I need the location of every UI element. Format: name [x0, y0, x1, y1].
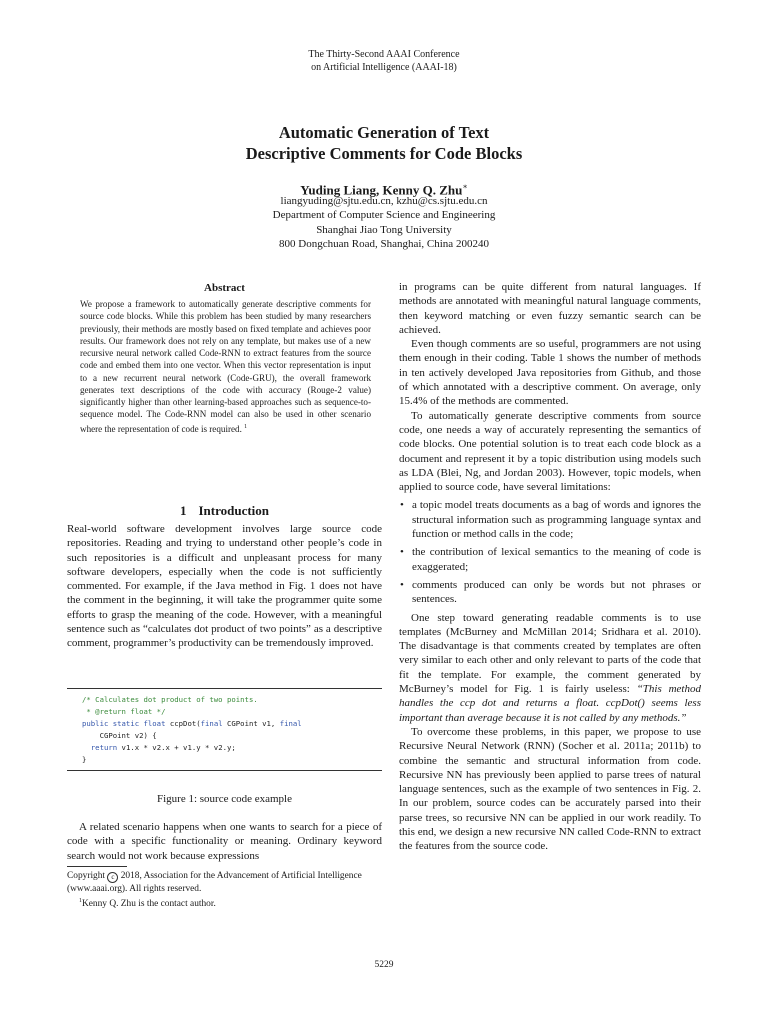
section-number: 1 [179, 503, 187, 518]
footnote-rule [67, 866, 127, 867]
figure-caption: Figure 1: source code example [156, 793, 292, 805]
abstract-text: We propose a framework to automatically generate descriptive comments for source code blocks. While this problem has been studied by many researchers previously, their methods are mostly based on fixed template and achieves poor results. Our framework does not rely on any template, but makes use of a new recursive neural network called Code-RNN to extract features from the source code and embed them into one vector. When this vector representation is input to a new recurrent neural network (Code-GRU), the overall framework generates text descriptions of the code with accuracy (Rouge-2 value) significantly higher than other learning-based approaches such as sequence-to-sequence model. The Code-RNN model can also be used in other scenario where the representation of code is required. [80, 299, 371, 434]
list-item [399, 498, 701, 541]
copyright-text: 2018, Association for the Advancement of Artificial Intelligence (www.aaai.org). All rights reserved. [67, 871, 362, 894]
footnote-1-mark: 1 [79, 898, 82, 905]
title-line-1: Automatic Generation of Text [278, 123, 490, 142]
related-scenario-block [67, 820, 382, 863]
code-line-2: * @return float */ [82, 707, 166, 716]
right-paragraph-5: To overcome these problems, in this paper, we propose to use Recursive Neural Network (RNN) (Socher et al. 2011a; 2011b) to combine the semantic and structural information from code. Recursive NN has previously been applied to parse trees of natural language sentences, such as the example of two sentences in Fig. 2. In our problem, source codes can be accurately parsed into their parse trees, so recursive NN can be applied in our work readily. To this end, we design a new recursive NN called Code-RNN to extract the features from the source code. [399, 725, 701, 853]
conference-header [0, 48, 768, 74]
intro-paragraph-block [67, 522, 382, 651]
copyright-notice [67, 870, 382, 895]
code-line-5 [67, 742, 382, 754]
conference-line-2: on Artificial Intelligence (AAAI-18) [311, 62, 457, 73]
right-paragraph-2: Even though comments are so useful, programmers are not using them enough in their coding. Table 1 shows the number of methods in ten actively developed Java repositories from Github, and those of which annotated with a descriptive comment. On average, only 15.4% of the methods are commented. [399, 338, 701, 408]
contact-author-marker: ∗ [462, 182, 468, 191]
section-heading-introduction [67, 503, 382, 519]
code-listing [67, 688, 382, 771]
code-keyword: public static float [82, 719, 166, 728]
university: Shanghai Jiao Tong University [316, 223, 452, 236]
page-number: 5229 [374, 960, 394, 970]
affiliation [0, 194, 768, 251]
author-names-text: Yuding Liang, Kenny Q. Zhu [300, 182, 463, 198]
department: Department of Computer Science and Engineering [272, 209, 496, 222]
code-line-6: } [82, 755, 87, 764]
template-quote: “This method handles the ccp dot and returns a float. ccpDot() seems less important than average because it is not called by any methods.” [399, 683, 701, 724]
bullet-icon: • [400, 546, 404, 559]
template-text: One step toward generating readable comments is to use templates (McBurney and McMillan 2014; Sridhara et al. 2010). The disadvantage is that comments created by templates are often very similar to each other and only relevant to parts of the code that fit the template. For example, the comment generated by McBurney’s model for Fig. 1 is fairly useless: [399, 611, 701, 696]
conference-line-1: The Thirty-Second AAAI Conference [308, 49, 460, 60]
copyright-label: Copyright [67, 871, 106, 881]
limitations-list [399, 498, 701, 606]
bullet-icon: • [400, 578, 404, 591]
right-column [399, 280, 701, 854]
copyright-icon: c [107, 872, 118, 883]
code-text: CGPoint v1, [222, 719, 280, 728]
intro-paragraph-1: Real-world software development involves large source code repositories. Reading and trying to understand other people’s code in such repositories is a difficult and unpleasant process for many software developers, especially when the code is not sufficiently commented. For example, if the Java method in Fig. 1 does not have the comment in the beginning, it will take the programmer quite some efforts to grasp the meaning of the code. However, with a meaningful sentence such as “calculates dot product of two points” as a descriptive comment, programmer’s productivity can be tremendously improved. [67, 523, 382, 650]
footnotes [67, 870, 382, 911]
right-paragraph-1: in programs can be quite different from natural languages. If methods are annotated with meaningful natural language comments, then keyword matching or even fuzzy semantic search can be achieved. [399, 281, 701, 336]
list-item-text: comments produced can only be words but not phrases or sentences. [412, 578, 701, 606]
code-text: v1.x * v2.x + v1.y * v2.y; [117, 743, 236, 752]
paper-title [0, 122, 768, 164]
list-item-text: the contribution of lexical semantics to the meaning of code is exaggerated; [412, 546, 701, 573]
title-line-2: Descriptive Comments for Code Blocks [245, 144, 523, 163]
address: 800 Dongchuan Road, Shanghai, China 200240 [279, 237, 489, 250]
list-item-text: a topic model treats documents as a bag of words and ignores the structural information such as programming language syntax and function or method calls in the code; [412, 499, 701, 541]
code-line-1: /* Calculates dot product of two points. [82, 695, 258, 704]
code-text: ccpDot( [165, 719, 201, 728]
code-keyword: final [279, 719, 302, 728]
section-title: Introduction [198, 503, 270, 518]
footnote-1 [67, 895, 382, 910]
bullet-icon: • [400, 499, 404, 512]
abstract-body [80, 298, 371, 435]
abstract-heading: Abstract [204, 282, 245, 294]
related-scenario-paragraph: A related scenario happens when one wants to search for a piece of code with a specific functionality or meaning. Ordinary keyword search would not work because expressions [67, 821, 382, 862]
right-paragraph-3: To automatically generate descriptive comments from source code, one needs a way of accurately representing the semantics of code blocks. One potential solution is to treat each code block as a document and represent it by a topic distribution using models such as LDA (Blei, Ng, and Jordan 2003). However, topic models, when applied to source code, have several limitations: [399, 409, 701, 494]
footnote-1-text: Kenny Q. Zhu is the contact author. [82, 899, 216, 910]
code-line-3 [67, 718, 382, 730]
list-item [399, 545, 701, 574]
list-item [399, 578, 701, 607]
code-line-4: CGPoint v2) { [82, 731, 157, 740]
abstract-footnote-mark: 1 [244, 423, 248, 430]
code-keyword: return [82, 743, 118, 752]
code-keyword: final [200, 719, 223, 728]
author-emails: liangyuding@sjtu.edu.cn, kzhu@cs.sjtu.edu.cn [280, 195, 488, 207]
right-paragraph-4 [399, 611, 701, 725]
